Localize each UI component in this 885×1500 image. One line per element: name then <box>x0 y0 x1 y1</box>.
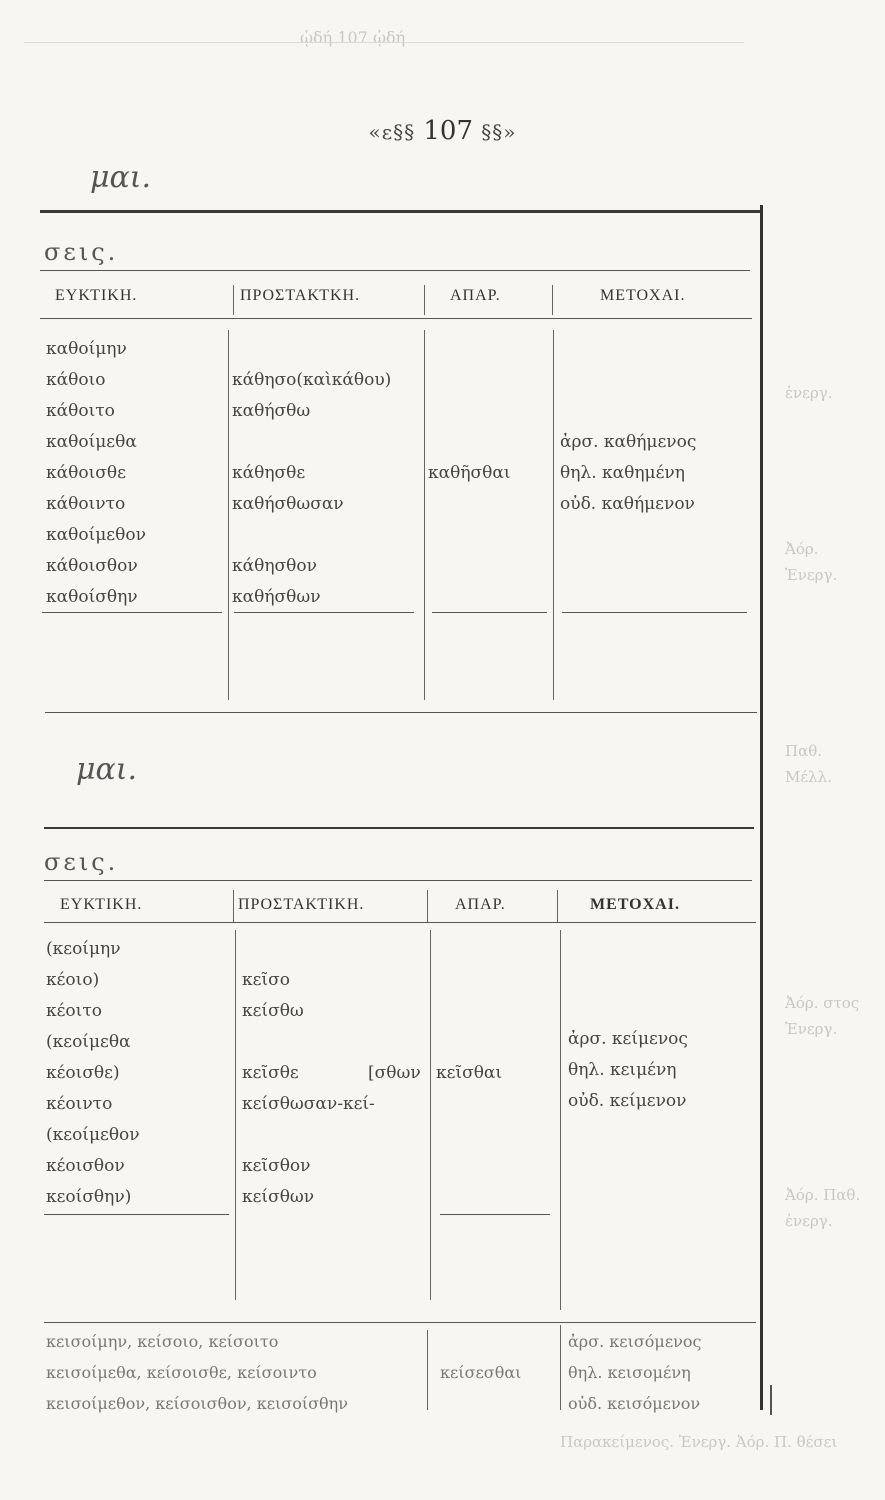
imperative-form: καθήσθωσαν <box>232 494 344 514</box>
imperative-form: καθήσθω <box>232 401 311 421</box>
ornament-left: «ε§§ <box>368 120 416 144</box>
section1-row-rule <box>562 612 747 613</box>
section2-imperative-column <box>242 934 375 1213</box>
section1-bottom-rule <box>45 712 757 713</box>
optative-form: (κεοίμην <box>46 939 121 959</box>
bleed-through-word: Ἀόρ. στος <box>785 994 860 1012</box>
imperative-form <box>232 334 391 365</box>
section1-column-divider <box>553 330 554 700</box>
bleed-through-top: ᾠδή 107 ᾠδή <box>300 28 406 47</box>
section2-header-infinitive: ΑΠΑΡ. <box>455 896 506 913</box>
participle-form: θηλ. καθημένη <box>560 463 685 483</box>
section1-heading: μαι. <box>90 160 152 195</box>
participle-form: οὐδ. κεισόμενον <box>568 1394 701 1413</box>
section1-header-participle: ΜΕΤΟΧΑΙ. <box>600 287 686 304</box>
section2-header-optative: ΕΥΚΤΙΚΗ. <box>60 896 143 913</box>
page-number-value: 107 <box>423 116 473 146</box>
participle-form: θηλ. κειμένη <box>568 1060 677 1080</box>
optative-form: καθοίμεθον <box>46 525 146 545</box>
participle-form: θηλ. κεισομένη <box>568 1363 691 1382</box>
participle-form: ἀρσ. κείμενος <box>568 1029 688 1049</box>
section1-infinitive: καθῆσθαι <box>428 463 511 483</box>
section2-participle-column <box>568 1024 688 1117</box>
bleed-through-word: Μέλλ. <box>785 768 832 786</box>
section1-header-rule-bottom <box>40 318 752 319</box>
optative-form: κέοιτο <box>46 1001 102 1021</box>
imperative-form: κείσθω <box>242 1001 304 1021</box>
section2-header-participle: ΜΕΤΟΧΑΙ. <box>590 896 680 913</box>
section2-header-imperative: ΠΡΟΣΤΑΚΤΙΚΗ. <box>238 896 365 913</box>
optative-form: κεισοίμεθον, κείσοισθον, κεισοίσθην <box>46 1394 348 1413</box>
optative-form: κέοιο) <box>46 970 100 990</box>
section2-column-divider <box>560 930 561 1310</box>
section2-header-divider <box>233 890 234 922</box>
section2-optative-column <box>46 934 140 1213</box>
imperative-form <box>242 1027 375 1058</box>
bleed-through-word: Παθ. <box>785 742 823 760</box>
imperative-form <box>242 934 375 965</box>
imperative-form <box>232 427 391 458</box>
optative-form: κάθοισθε <box>46 463 126 483</box>
bleed-through-word: Ἀόρ. Παθ. <box>785 1186 861 1204</box>
section1-row-rule <box>42 612 222 613</box>
section3-participle-column <box>568 1326 701 1419</box>
bleed-through-bottom: Παρακείμενος. Ἐνεργ. Ἀόρ. Π. θέσει <box>560 1433 838 1451</box>
section2-row-rule <box>440 1214 550 1215</box>
section2-bottom-rule <box>44 1322 756 1323</box>
bleed-through-word: ἐνεργ. <box>785 384 833 402</box>
section2-header-rule-top <box>44 880 752 881</box>
page-border-right <box>760 205 763 1410</box>
section1-header-divider <box>233 285 234 315</box>
section1-header-optative: ΕΥΚΤΙΚΗ. <box>55 287 138 304</box>
imperative-form: κάθησθε <box>232 463 306 483</box>
section1-header-rule-top <box>40 270 750 271</box>
section2-column-divider <box>235 930 236 1300</box>
section1-column-divider <box>228 330 229 700</box>
bleed-through-rule <box>24 42 744 43</box>
optative-form: καθοίμεθα <box>46 432 137 452</box>
section3-infinitive: κείσεσθαι <box>440 1363 522 1382</box>
optative-form: (κεοίμεθον <box>46 1125 140 1145</box>
optative-form: καθοίμην <box>46 339 127 359</box>
imperative-form: κεῖσο <box>242 970 290 990</box>
section2-header-divider <box>557 890 558 922</box>
imperative-form: κεῖσθον <box>242 1156 311 1176</box>
section2-heading: μαι. <box>76 752 138 787</box>
imperative-form <box>242 1120 375 1151</box>
section1-column-divider <box>424 330 425 700</box>
imperative-form: κείσθωσαν-κεί- <box>242 1094 375 1114</box>
optative-form: κάθοιο <box>46 370 106 390</box>
section1-imperative-column <box>232 334 391 613</box>
section1-header-imperative: ΠΡΟΣΤΑΚΤΚΗ. <box>240 287 361 304</box>
section1-row-rule <box>432 612 547 613</box>
page-border-corner <box>770 1385 772 1415</box>
optative-form: κέοιντο <box>46 1094 113 1114</box>
section2-column-divider <box>430 930 431 1300</box>
section1-header-infinitive: ΑΠΑΡ. <box>450 287 501 304</box>
section1-header-divider <box>552 285 553 315</box>
section1-participle-column <box>560 427 696 520</box>
imperative-form: κάθησο(καὶκάθου) <box>232 370 392 390</box>
section1-optative-column <box>46 334 146 613</box>
section3-column-divider <box>427 1330 428 1410</box>
optative-form: κεοίσθην) <box>46 1187 132 1207</box>
participle-form: ἀρσ. καθήμενος <box>560 432 697 452</box>
imperative-form <box>232 520 391 551</box>
section2-imperative-note: [σθων <box>368 1063 421 1083</box>
imperative-form: κάθησθον <box>232 556 317 576</box>
optative-form: κάθοισθον <box>46 556 138 576</box>
section2-subheading: σεις. <box>44 848 119 876</box>
bleed-through-word: Ἀόρ. <box>785 540 819 558</box>
participle-form: οὐδ. κείμενον <box>568 1091 687 1111</box>
optative-form: κεισοίμην, κείσοιο, κείσοιτο <box>46 1332 279 1351</box>
bleed-through-word: Ἐνεργ. <box>785 1020 838 1038</box>
optative-form: (κεοίμεθα <box>46 1032 131 1052</box>
optative-form: καθοίσθην <box>46 587 138 607</box>
section2-infinitive: κεῖσθαι <box>436 1063 503 1083</box>
bleed-through-word: Ἐνεργ. <box>785 566 838 584</box>
bleed-through-word: ἐνεργ. <box>785 1212 833 1230</box>
section2-header-rule-bottom <box>44 922 756 923</box>
optative-form: κεισοίμεθα, κείσοισθε, κείσοιντο <box>46 1363 317 1382</box>
optative-form: κάθοιντο <box>46 494 126 514</box>
section2-row-rule <box>44 1214 229 1215</box>
section2-header-divider <box>427 890 428 922</box>
optative-form: κέοισθε) <box>46 1063 120 1083</box>
section1-top-rule <box>40 210 760 213</box>
page-number <box>0 116 885 146</box>
section3-optative-column <box>46 1326 348 1419</box>
imperative-form: κεῖσθε <box>242 1063 299 1083</box>
section1-header-divider <box>424 285 425 315</box>
section3-column-divider <box>560 1325 561 1410</box>
optative-form: κάθοιτο <box>46 401 115 421</box>
section1-subheading: σεις. <box>44 238 119 266</box>
imperative-form: κείσθων <box>242 1187 315 1207</box>
imperative-form: καθήσθων <box>232 587 321 607</box>
section1-row-rule <box>234 612 414 613</box>
optative-form: κέοισθον <box>46 1156 125 1176</box>
participle-form: ἀρσ. κεισόμενος <box>568 1332 702 1351</box>
participle-form: οὐδ. καθήμενον <box>560 494 695 514</box>
ornament-right: §§» <box>481 120 517 144</box>
bleed-through-right-margin <box>785 380 860 1234</box>
section2-top-rule <box>44 827 754 829</box>
